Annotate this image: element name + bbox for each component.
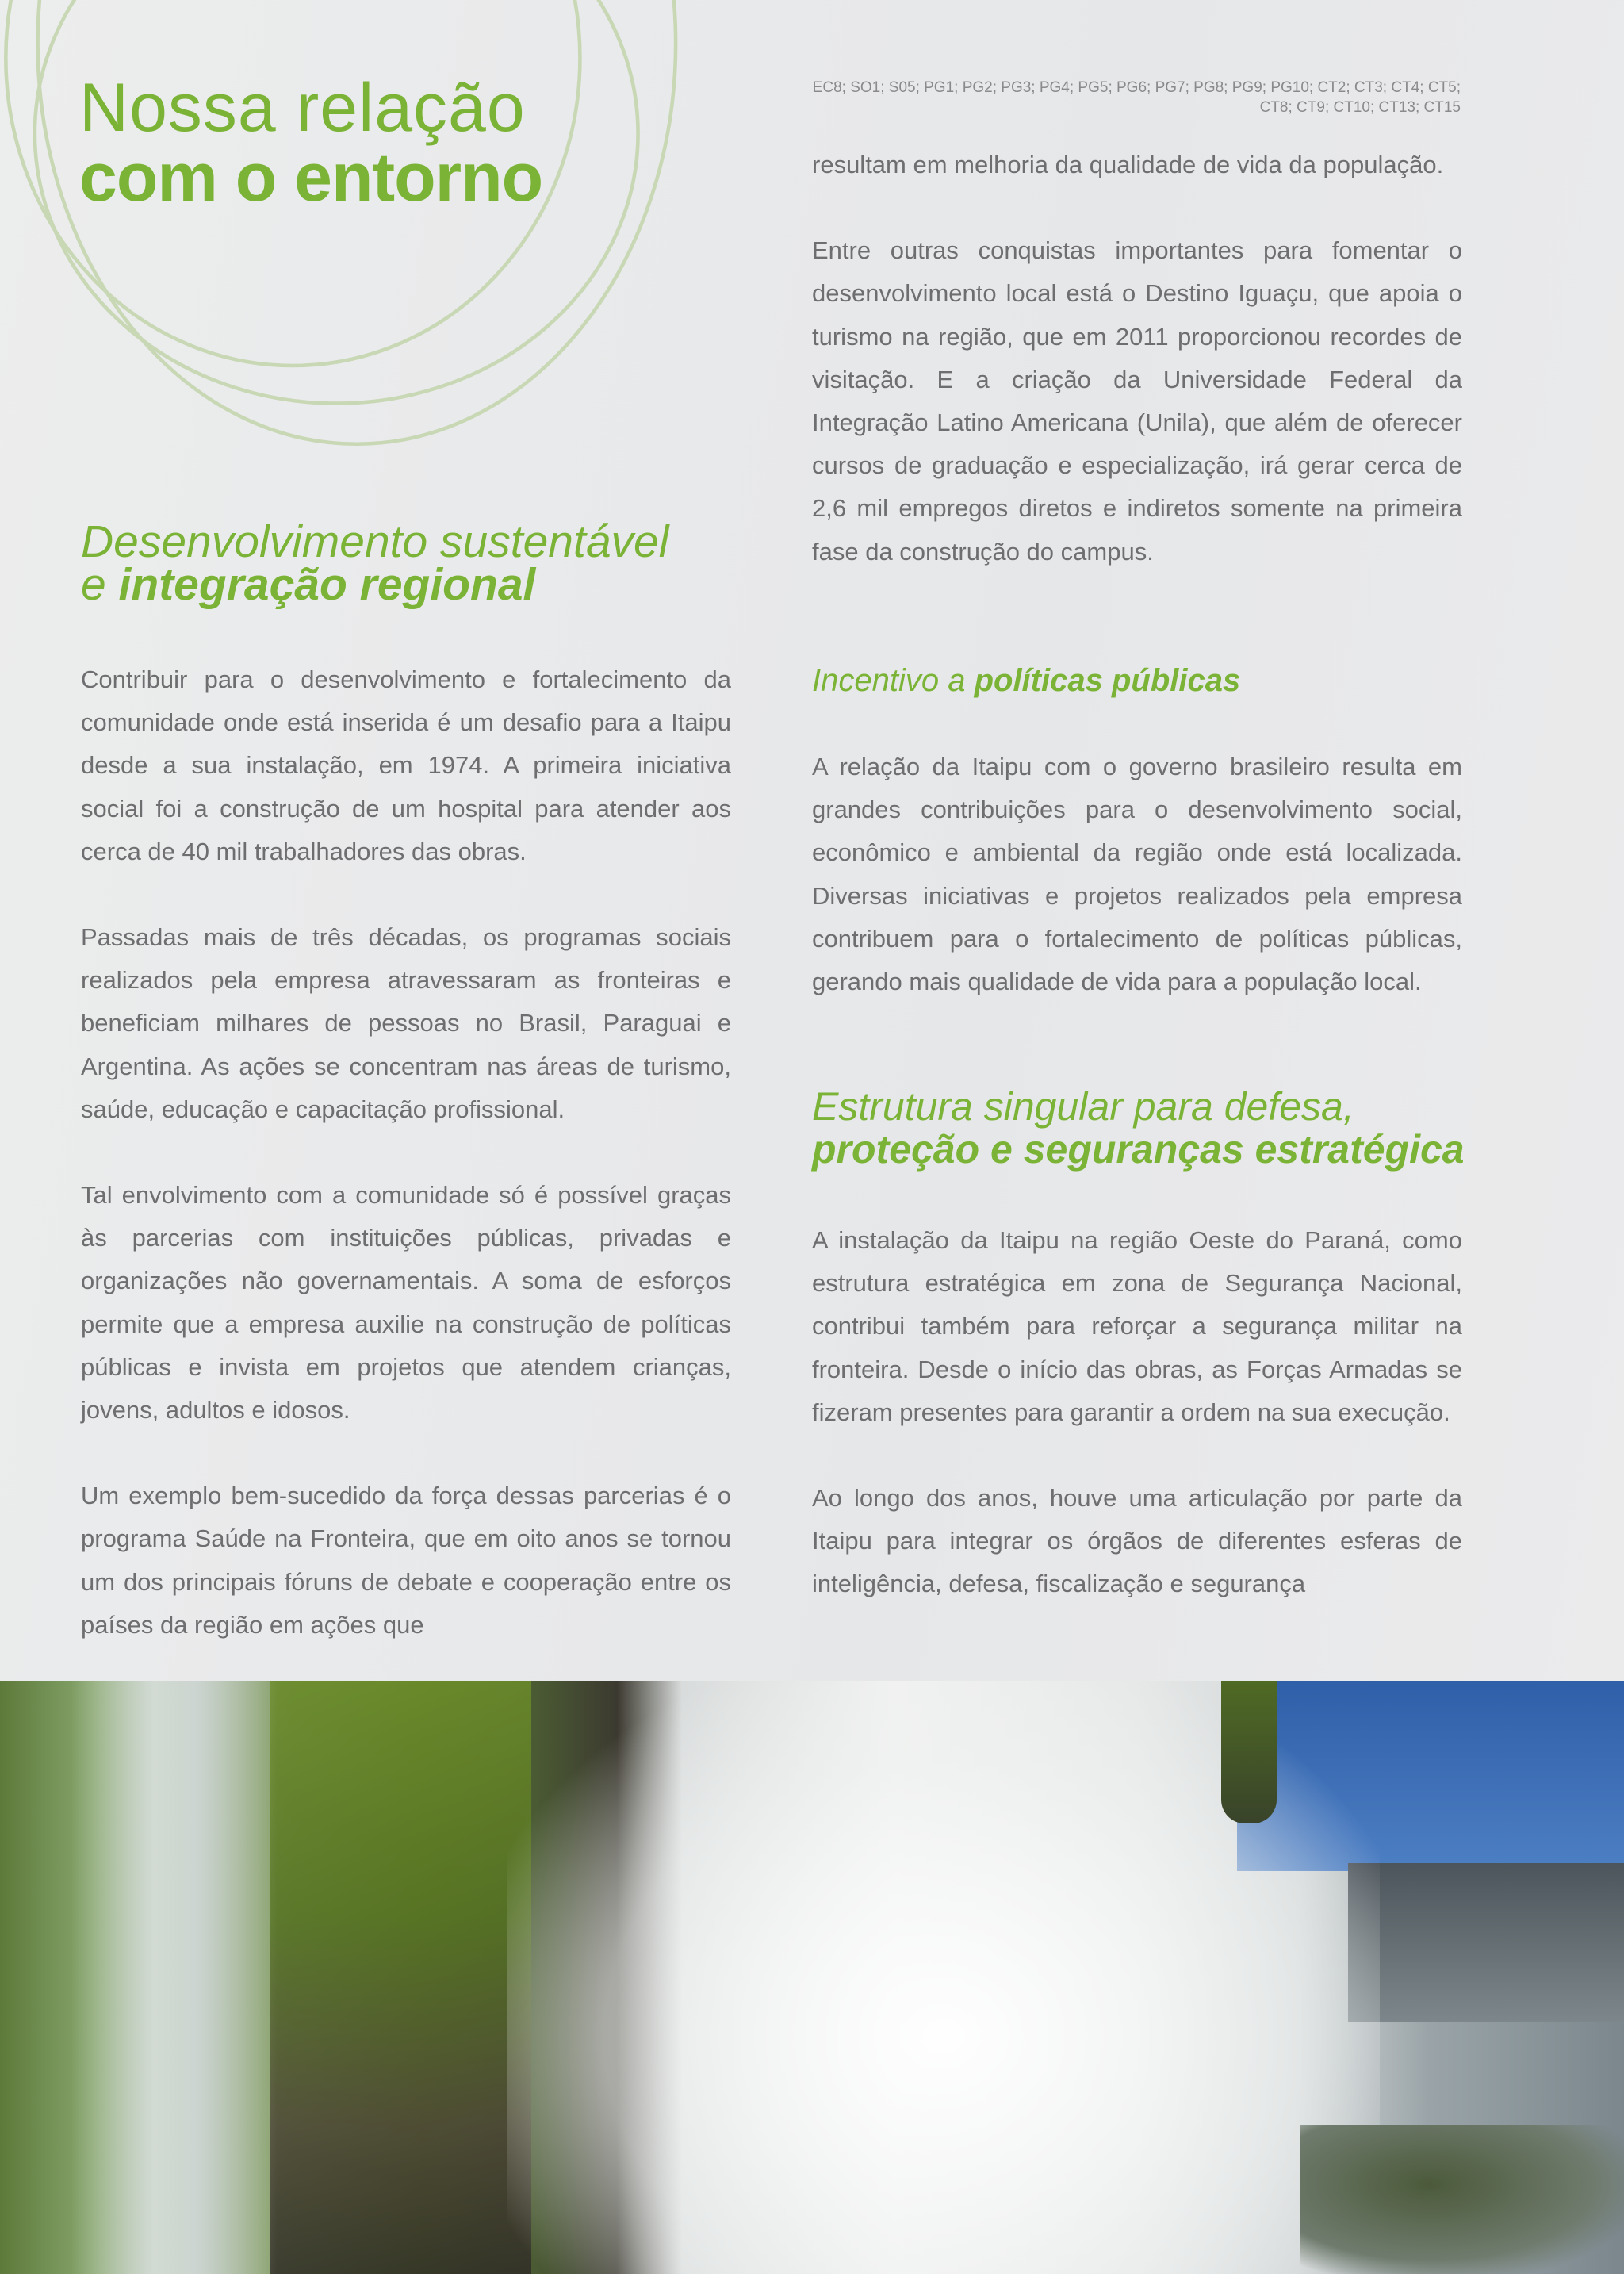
left-waterfall [71,1681,278,2274]
left-column-text [81,658,731,1689]
distant-cliff [1348,1863,1624,2022]
section-heading-estrutura [812,1085,1465,1171]
heading-bold: integração regional [118,559,536,610]
heading-bold: proteção e seguranças estratégica [812,1127,1465,1172]
paragraph: Entre outras conquistas importantes para fomentar o desenvolvimento local está o Destino Iguaçu, que apoia o turismo na região, que em 2011 proporcionou recordes de visitação. E a criação da Universidade Federal da Integração Latino Americana (Unila), que além de oferecer cursos de graduação e especialização, irá gerar cerca de 2,6 mil empregos diretos e indiretos somente na primeira fase da construção do campus. [812,236,1462,566]
section-heading-politicas [812,661,1240,700]
gri-indicator-codes: EC8; SO1; S05; PG1; PG2; PG3; PG4; PG5; PG6; PG7; PG8; PG9; PG10; CT2; CT3; CT4; CT5; CT8; CT9; CT10; CT13; CT15 [812,79,1461,116]
paragraph: A instalação da Itaipu na região Oeste do Paraná, como estrutura estratégica em zona de Segurança Nacional, contribui também para reforçar a segurança militar na fronteira. Desde o início das obras, as Forças Armadas se fizeram presentes para garantir a ordem na sua execução. [812,1226,1462,1426]
right-column-estrutura-text [812,1219,1462,1649]
heading-light: Estrutura singular para defesa, [812,1084,1354,1129]
title-line-2: com o entorno [79,140,543,216]
mossy-rock [270,1681,531,2274]
right-column-politicas-text [812,746,1462,1046]
section-heading-desenvolvimento [81,516,669,610]
paragraph: Contribuir para o desenvolvimento e fortalecimento da comunidade onde está inserida é um desafio para a Itaipu desde a sua instalação, em 1974. A primeira iniciativa social foi a construção de um hospital para atender aos cerca de 40 mil trabalhadores das obras. [81,665,731,865]
waterfall-photo [0,1681,1624,2274]
paragraph: Passadas mais de três décadas, os programas sociais realizados pela empresa atravessaram as fronteiras e beneficiam milhares de pessoas no Brasil, Paraguai e Argentina. As ações se concentram nas áreas de turismo, saúde, educação e capacitação profissional. [81,923,731,1123]
heading-light: Incentivo a [812,663,975,698]
foreground-rocks [1300,2125,1624,2274]
paragraph: Ao longo dos anos, houve uma articulação por parte da Itaipu para integrar os órgãos de diferentes esferas de inteligência, defesa, fiscalização e segurança [812,1484,1462,1598]
title-line-1: Nossa relação [79,70,526,146]
paragraph: Um exemplo bem-sucedido da força dessas parcerias é o programa Saúde na Fronteira, que em oito anos se tornou um dos principais fóruns de debate e cooperação entre os países da região em ações que [81,1482,731,1639]
heading-bold: políticas públicas [974,663,1241,698]
moss-outcrop [1221,1681,1277,1823]
heading-light: Desenvolvimento sustentável [81,516,669,567]
right-column-intro [812,144,1462,616]
paragraph: resultam em melhoria da qualidade de vida da população. [812,151,1444,178]
heading-connector: e [81,559,119,610]
paragraph: A relação da Itaipu com o governo brasileiro resulta em grandes contribuições para o desenvolvimento social, econômico e ambiental da região onde está localizada. Diversas iniciativas e projetos realizados pela empresa contribuem para o fortalecimento de políticas públicas, gerando mais qualidade de vida para a população local. [812,753,1462,996]
paragraph: Tal envolvimento com a comunidade só é possível graças às parcerias com instituições públicas, privadas e organizações não governamentais. A soma de esforços permite que a empresa auxilie na construção de políticas públicas e invista em projetos que atendem crianças, jovens, adultos e idosos. [81,1181,731,1425]
page-title [79,70,543,216]
